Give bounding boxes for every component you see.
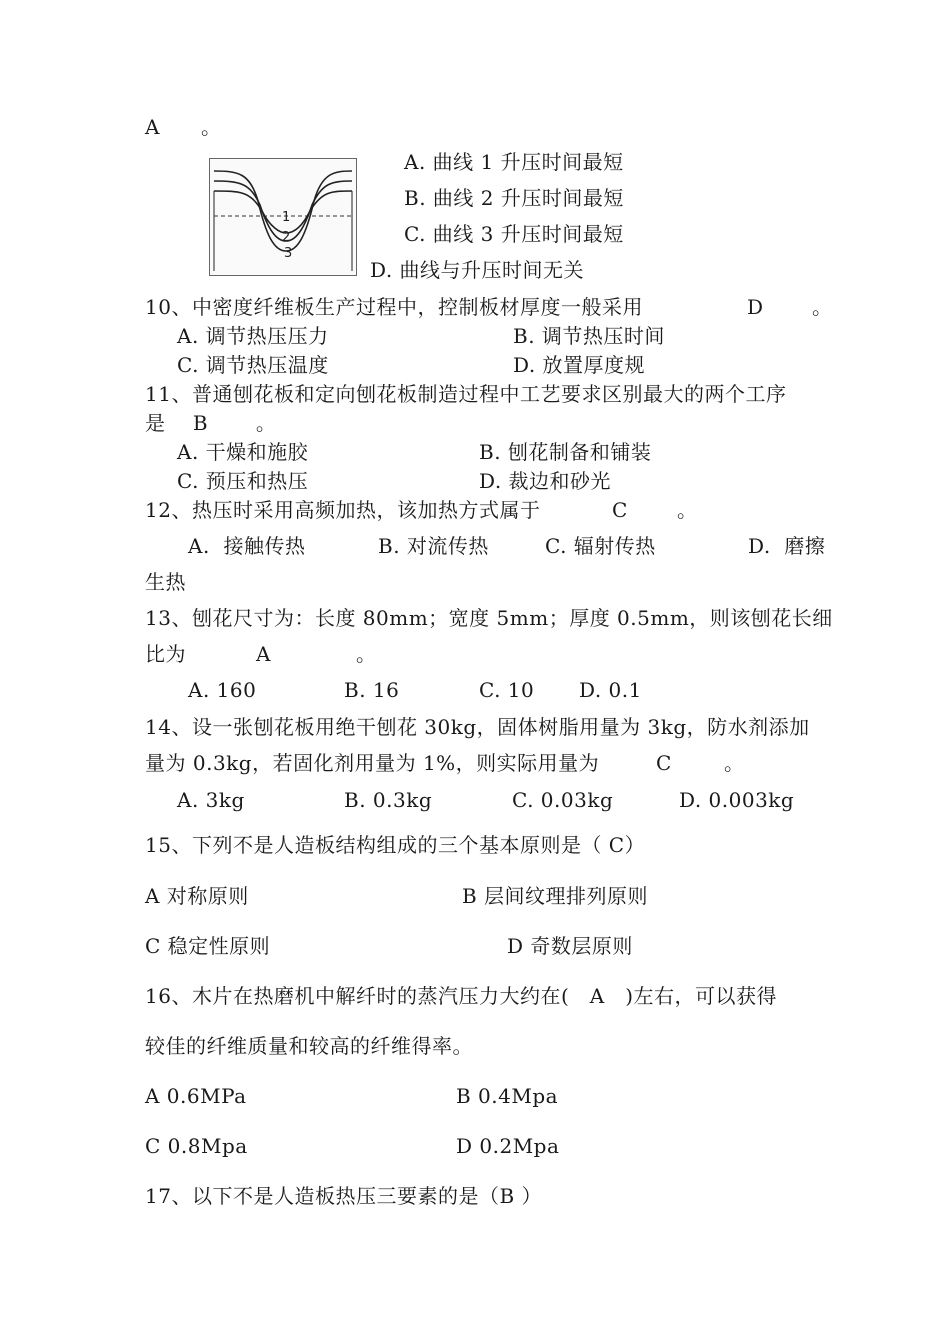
q13-option-a: A. 160 [188,678,257,702]
q14-option-a: A. 3kg [177,788,245,812]
q12-option-b: B. 对流传热 [378,534,489,558]
curve-label-2: 2 [282,230,291,245]
q10-answer: D [747,295,764,319]
q12-option-d: D. 磨擦 [748,534,826,558]
q12-option-a: A. 接触传热 [188,534,306,558]
q15-option-b: B 层间纹理排列原则 [462,884,649,908]
q11-option-a: A. 干燥和施胶 [177,440,309,464]
q9-option-d: D. 曲线与升压时间无关 [370,258,585,282]
q10-end: 。 [812,295,833,319]
q14-stem-line1: 14、设一张刨花板用绝干刨花 30kg，固体树脂用量为 3kg，防水剂添加 [145,715,810,739]
q13-option-d: D. 0.1 [579,678,642,702]
q11-stem-line1: 11、普通刨花板和定向刨花板制造过程中工艺要求区别最大的两个工序 [145,382,787,406]
q9-answer-line: A 。 [145,115,222,139]
q17-stem: 17、以下不是人造板热压三要素的是（B ） [145,1184,543,1208]
q11-option-b: B. 刨花制备和铺装 [479,440,652,464]
curve-label-3: 3 [284,246,293,261]
q13-option-c: C. 10 [479,678,535,702]
q10-option-a: A. 调节热压压力 [177,324,329,348]
q16-stem-line2: 较佳的纤维质量和较高的纤维得率。 [145,1034,473,1058]
q15-option-a: A 对称原则 [145,884,249,908]
q13-answer: A [256,642,271,666]
q16-option-b: B 0.4Mpa [456,1084,559,1108]
q16-stem-line1: 16、木片在热磨机中解纤时的蒸汽压力大约在( A )左右，可以获得 [145,984,777,1008]
q10-stem: 10、中密度纤维板生产过程中，控制板材厚度一般采用 [145,295,643,319]
q9-option-a: A. 曲线 1 升压时间最短 [404,150,624,174]
q12-end: 。 [677,498,698,522]
q12-stem: 12、热压时采用高频加热，该加热方式属于 [145,498,541,522]
q16-option-c: C 0.8Mpa [145,1134,248,1158]
q12-option-c: C. 辐射传热 [545,534,656,558]
q15-option-d: D 奇数层原则 [507,934,633,958]
q11-option-d: D. 裁边和砂光 [479,469,612,493]
q14-option-d: D. 0.003kg [679,788,795,812]
q14-answer: C [656,751,672,775]
q12-answer: C [612,498,628,522]
q13-end: 。 [356,642,377,666]
q10-option-d: D. 放置厚度规 [513,353,646,377]
q14-option-c: C. 0.03kg [512,788,614,812]
q10-option-c: C. 调节热压温度 [177,353,329,377]
q15-option-c: C 稳定性原则 [145,934,271,958]
q11-option-c: C. 预压和热压 [177,469,309,493]
q9-option-c: C. 曲线 3 升压时间最短 [404,222,624,246]
q15-stem: 15、下列不是人造板结构组成的三个基本原则是（ C） [145,833,646,857]
pressure-curve-figure [209,158,357,276]
q14-end: 。 [724,751,745,775]
curve-label-1: 1 [282,210,291,225]
q16-option-d: D 0.2Mpa [456,1134,560,1158]
q9-option-b: B. 曲线 2 升压时间最短 [404,186,624,210]
q14-stem-line2: 量为 0.3kg，若固化剂用量为 1%，则实际用量为 [145,751,600,775]
q11-stem-line2: 是 B 。 [145,411,277,435]
q13-option-b: B. 16 [344,678,400,702]
q10-option-b: B. 调节热压时间 [513,324,665,348]
q13-stem-line1: 13、刨花尺寸为：长度 80mm；宽度 5mm；厚度 0.5mm，则该刨花长细 [145,606,833,630]
q12-option-d-wrap: 生热 [145,570,186,594]
q14-option-b: B. 0.3kg [344,788,433,812]
pressure-curve-diagram [210,159,356,275]
q16-option-a: A 0.6MPa [145,1084,247,1108]
q13-stem-line2: 比为 [145,642,186,666]
